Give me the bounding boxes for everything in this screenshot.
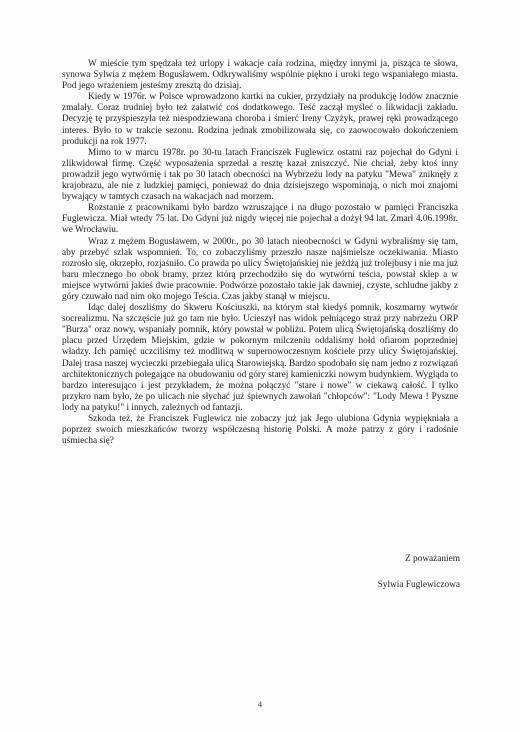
paragraph-4: Rozstanie z pracownikami było bardzo wzruszające i na długo pozostało w pamięci Franciszka Fuglewicza. Miał wtedy 75 lat. Do Gdyni już nigdy więcej nie pojechał a dożył 94 lat. Zmarł 4.06.1998r. we Wrocławiu. [62, 203, 458, 236]
paragraph-2: Kiedy w 1976r. w Polsce wprowadzono kartki na cukier, przydziały na produkcję lodów znacznie zmalały. Coraz trudniej było też załatwić coś dodatkowego. Teść zaczął myśleć o likwidacji zakładu. Decyzję tę przyśpieszyła też niespodziewana choroba i śmierć Ireny Czyżyk, prawej ręki prowadzącego interes. Było to w trakcie sezonu. Rodzina jednak zmobilizowała się, co zaowocowało dokończeniem produkcji na rok 1977. [62, 92, 458, 147]
closing-salutation: Z poważaniem [405, 554, 460, 564]
paragraph-6: Idąc dalej doszliśmy do Skweru Kościuszki, na którym stał kiedyś pomnik, koszmarny wytwór socrealizmu. Na szczęście już go tam nie było. Ucieszył nas widok pełniącego straż przy nabrzeżu ORP "Burza" oraz nowy, wspaniały pomnik, który powstał w pobliżu. Potem ulicą Świętojańską doszliśmy do placu przed Urzędem Miejskim, gdzie w pokornym milczeniu oddaliśmy hołd ofiarom poprzedniej władzy. Ich pamięć uczciliśmy też modlitwą w supernowoczesnym kościele przy ulicy Świętojańskiej. Dalej trasa naszej wycieczki przebiegała ulicą Starowiejską. Bardzo spodobało się nam jedno z rozwiązań architektonicznych polegające na obudowaniu od góry starej kamieniczki nowym budynkiem. Wygląda to bardzo interesująco i jest przykładem, że można połączyć "stare i nowe" w ciekawą całość. I tylko przykro nam było, że po ulicach nie słychać już śpiewnych zawołań "chłopców": "Lody Mewa ! Pyszne lody na patyku!" i innych, zależnych od fantazji. [62, 303, 458, 413]
paragraph-7: Szkoda też, że Franciszek Fuglewicz nie zobaczy już jak Jego ulubiona Gdynia wypiękniała a poprzez swoich mieszkańców tworzy współczesną historię Polski. A może patrzy z góry i radośnie uśmiecha się? [62, 414, 458, 447]
signature-name: Sylwia Fuglewiczowa [377, 580, 460, 590]
paragraph-3: Mimo to w marcu 1978r. po 30-tu latach Franciszek Fuglewicz ostatni raz pojechał do Gdyni i zlikwidował firmę. Część wyposażenia sprzedał a resztę kazał zniszczyć. Nie chciał, żeby ktoś inny prowadził jego wytwórnię i tak po 30 latach obecności na Wybrzeżu lody na patyku "Mewa" zniknęły z krajobrazu, ale nie z ludzkiej pamięci, ponieważ do dnia dzisiejszego wspominają, o nich moi znajomi bywający w tamtych czasach na wakacjach nad morzem. [62, 147, 458, 203]
page-number: 4 [258, 700, 262, 709]
paragraph-1: W mieście tym spędzała też urlopy i wakacje cała rodzina, między innymi ja, pisząca te słowa, synowa Sylwia z mężem Bogusławem. Odkrywaliśmy wspólnie piękno i uroki tego wspaniałego miasta. Pod jego wrażeniem jesteśmy zresztą do dzisiaj. [62, 59, 458, 92]
letter-body [62, 59, 458, 447]
paragraph-5: Wraz z mężem Bogusławem, w 2000r., po 30 latach nieobecności w Gdyni wybraliśmy się tam, aby przebyć szlak wspomnień. To, co zobaczyliśmy przeszło nasze najśmielsze oczekiwania. Miasto rozrosło się, okrzepło, rozjaśniło. Co prawda po ulicy Świętojańskiej nie jeżdżą już trolejbusy i nie ma już baru mlecznego bo obok bramy, przez którą przechodziło się do wytwórni teścia, powstał sklep a w miejsce wytwórni jakieś dwie pracownie. Podwórze pozostało takie jak dawniej, czyste, schludne jakby z góry czuwało nad nim oko mojego Teścia. Czas jakby stanął w miejscu. [62, 236, 458, 302]
